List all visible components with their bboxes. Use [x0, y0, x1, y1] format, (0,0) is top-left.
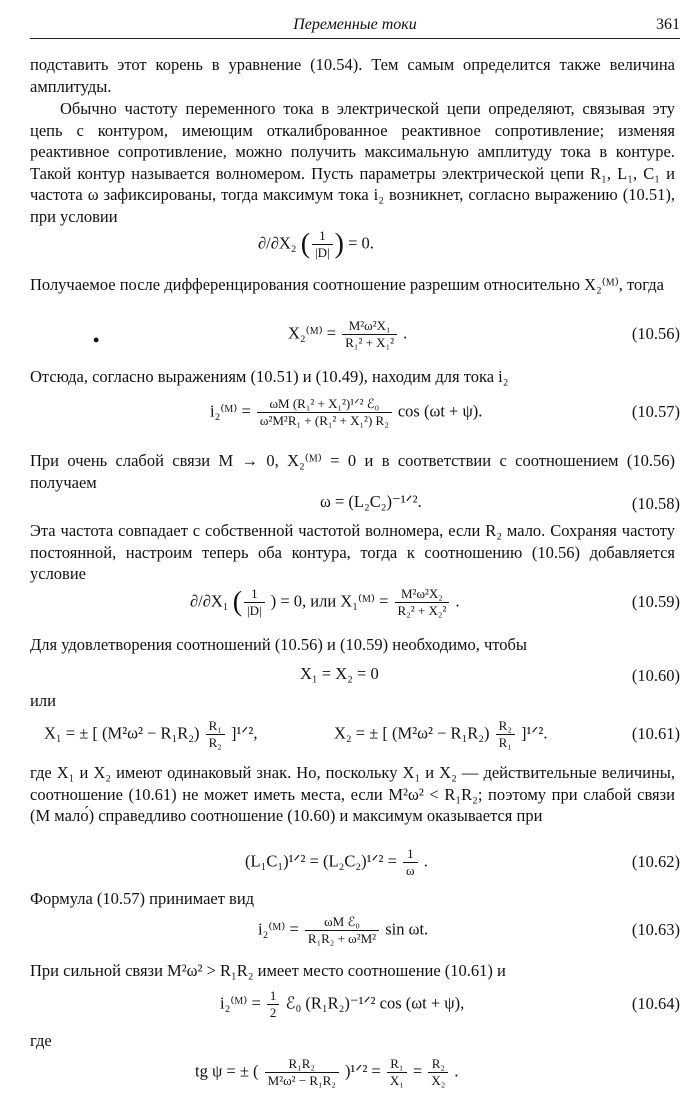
equation-number: (10.59) [631, 592, 680, 611]
equation-number: (10.56) [631, 324, 680, 343]
paragraph: подставить этот корень в уравнение (10.54). Тем самым определится также величина амплитуды. [30, 55, 675, 96]
paragraph: Отсюда, согласно выражениям (10.51) и (10.49), находим для тока i₂ [30, 367, 509, 386]
book-page: Переменные токи 361 подставить этот корень в уравнение (10.54). Тем самым определится также величина амплитуды. Обычно частоту переменного тока в электрической цепи определяют, связывая эту цепь с контуром, имеющим откалиброванное реактивное сопротивление; изменяя реактивное сопротивление, можно получить максимальную амплитуду тока в контуре. Такой контур называется волномером. Пусть параметры электрической цепи R₁, L₁, C₁ и частота ω зафиксированы, тогда максимум тока i₂ возникнет, согласно выражению (10.51), при условии ∂/∂X₂ ( $\frac{1}{|D|}$ ) = 0. Получаемое после дифференцирования соотношение разрешим относительно X₂⁽ᴹ⁾, тогда • X₂⁽ᴹ⁾ = $\frac{\text{M²ω²X₁}}{\text{R₁² + X₁²}}$ . (10.56) Отсюда, согласно выражениям (10.51) и (10.49), находим для тока i₂ i₂⁽ᴹ⁾ = $\frac{\text{ωM (R₁² + X₁²)¹ᐟ² ℰ₀}}{\text{ω²M²R₁ + (R₁² + X₁²) R₂}}$ cos (ωt + ψ). (10.57) При очень слабой связи M → 0, X₂⁽ᴹ⁾ = 0 и в соответствии с соотношением (10.56) получаем ω = (L₂C₂)⁻¹ᐟ². (10.58) Эта частота совпадает с собственной частотой волномера, если R₂ мало. Сохраняя частоту постоянной, настроим теперь оба контура, тогда к соотношению (10.56) добавляется условие ∂/∂X₁ ( $\frac{1}{|D|}$ ) = 0, или X₁⁽ᴹ⁾ = $\frac{\text{M²ω²X₂}}{\text{R₂² + X₂²}}$ . (10.59) Для удовлетворения соотношений (10.56) и (10.59) необходимо, чтобы X₁ = X₂ = 0 (10.60) или X₁ = ± [ (M²ω² − R₁R₂) $\frac{\text{R₁}}{\text{R₂}}$ ]¹ᐟ², X₂ = ± [ (M²ω² − R₁R₂) $\frac{\text{R₂}}{\text{R₁}}$ ]¹ᐟ². (10.61) где X₁ и X₂ имеют одинаковый знак. Но, поскольку X₁ и X₂ — действительные величины, соотношение (10.61) не может иметь места, если M²ω² < R₁R₂; поэтому при слабой связи (M мало́) справедливо соотношение (10.60) и максимум оказывается при (L₁C₁)¹ᐟ² = (L₂C₂)¹ᐟ² = $\frac{1}{\omega}$ . (10.62) Формула (10.57) принимает вид i₂⁽ᴹ⁾ = $\frac{\text{ωM ℰ₀}}{\text{R₁R₂ + ω²M²}}$ sin ωt. (10.63) При сильной связи M²ω² > R₁R₂ имеет место соотношение (10.61) и i₂⁽ᴹ⁾ = $\frac{1}{2}$ ℰ₀ (R₁R₂)⁻¹ᐟ² cos (ωt + ψ), (10.64) где tg ψ = ± ( $\frac{\text{R₁R₂}}{\text{M²ω² − R₁R₂}}$ )¹ᐟ² = $\frac{\text{R₁}}{\text{X₁}}$ = $\frac{\text{R₂}}{\text{X₂}}$ . [30, 16, 680, 1088]
bullet-mark: • [93, 330, 100, 350]
paragraph: Эта частота совпадает с собственной частотой волномера, если R₂ мало. Сохраняя частоту постоянной, настроим теперь оба контура, тогда к соотношению (10.56) добавляется условие [30, 521, 675, 583]
equation-number: (10.64) [631, 994, 680, 1013]
paragraph: При сильной связи M²ω² > R₁R₂ имеет место соотношение (10.61) и [30, 961, 506, 980]
paragraph: При очень слабой связи M → 0, X₂⁽ᴹ⁾ = 0 и в соответствии с соотношением (10.56) получаем [30, 451, 675, 492]
eq-part: ∂/∂X₂ [258, 233, 297, 253]
fraction: $\frac{1}{|D|}$ [312, 228, 333, 261]
running-title: Переменные токи [293, 16, 417, 33]
paragraph: или [30, 691, 56, 710]
page-number: 361 [656, 16, 680, 33]
paragraph: где X₁ и X₂ имеют одинаковый знак. Но, поскольку X₁ и X₂ — действительные величины, соотношение (10.61) не может иметь места, если M²ω² < R₁R₂; поэтому при слабой связи (M мало́) справедливо соотношение (10.60) и максимум оказывается при [30, 763, 675, 825]
equation-number: (10.58) [631, 494, 680, 513]
paragraph: Получаемое после дифференцирования соотношение разрешим относительно X₂⁽ᴹ⁾, тогда [30, 275, 664, 294]
equation-number: (10.57) [631, 402, 680, 421]
equation-number: (10.60) [631, 666, 680, 685]
equation-number: (10.61) [631, 724, 680, 743]
paragraph: Для удовлетворения соотношений (10.56) и (10.59) необходимо, чтобы [30, 635, 528, 654]
equation-number: (10.62) [631, 852, 680, 871]
running-header [30, 14, 680, 39]
paragraph: где [30, 1031, 52, 1050]
paragraph: Формула (10.57) принимает вид [30, 889, 255, 908]
paragraph: Обычно частоту переменного тока в электрической цепи определяют, связывая эту цепь с контуром, имеющим откалиброванное реактивное сопротивление; изменяя реактивное сопротивление, можно получить максимальную амплитуду тока в контуре. Такой контур называется волномером. Пусть параметры электрической цепи R₁, L₁, C₁ и частота ω зафиксированы, тогда максимум тока i₂ возникнет, согласно выражению (10.51), при условии [30, 99, 675, 226]
equation-number: (10.63) [631, 920, 680, 939]
eq-part: = 0. [348, 233, 374, 253]
